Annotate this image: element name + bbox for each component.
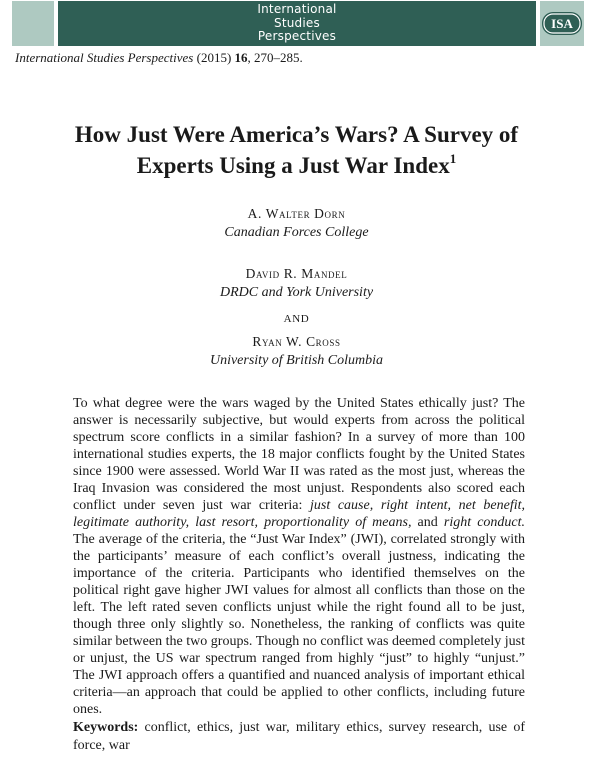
- citation-line: [15, 50, 303, 66]
- abstract-and: and: [411, 515, 444, 530]
- author-name: David R. Mandel: [245, 266, 348, 281]
- abstract-last-criterion: right conduct.: [443, 515, 526, 530]
- title-footnote-marker: 1: [449, 151, 457, 166]
- author-affiliation: University of British Columbia: [209, 353, 384, 368]
- svg-text:ISA: ISA: [551, 16, 573, 31]
- author-affiliation: DRDC and York University: [219, 285, 374, 300]
- abstract-criteria: just cause, right intent, net benefit, legitimate authority, last resort, proportionality of means,: [73, 498, 526, 530]
- keywords-list: conflict, ethics, just war, military ethics, survey research, use of force, war: [73, 720, 525, 753]
- keywords: [73, 719, 525, 755]
- journal-name-banner: [58, 1, 536, 46]
- title-line-2: [0, 150, 593, 181]
- citation-year: (2015): [196, 50, 232, 65]
- author-affiliation: Canadian Forces College: [224, 225, 369, 240]
- keywords-label: Keywords:: [73, 720, 139, 735]
- title-line-1: How Just Were America’s Wars? A Survey of: [74, 122, 519, 147]
- author-block-2: [0, 265, 593, 303]
- abstract: [73, 395, 525, 718]
- and-separator: AND: [283, 313, 310, 325]
- citation-volume: 16: [234, 50, 248, 65]
- journal-name-line: Perspectives: [257, 29, 337, 43]
- author-block-3: [0, 333, 593, 371]
- paper-title: [0, 119, 593, 181]
- author-block-1: [0, 205, 593, 243]
- title-line-2-text: Experts Using a Just War Index: [136, 153, 450, 178]
- author-name: A. Walter Dorn: [247, 206, 346, 221]
- journal-name-line: Studies: [274, 15, 320, 30]
- isa-logo-icon: [540, 1, 584, 46]
- header-color-block: [12, 1, 54, 46]
- citation-journal: International Studies Perspectives: [15, 50, 194, 65]
- abstract-text-continued: The average of the criteria, the “Just War Index” (JWI), correlated strongly with the participants’ measure of each conflict’s overall justness, indicating the importance of the criteria. Participants who identified themselves on the political right gave higher JWI values for almost all conflicts than those on the left. The left rated seven conflicts unjust while the right found all to be just, though three only slightly so. Nonetheless, the ranking of conflicts was quite similar between the two groups. Though no conflict was deemed completely just or unjust, the US war spectrum ranged from highly “just” to highly “unjust.” The JWI approach offers a quantified and nuanced analysis of important ethical criteria—an approach that could be applied to other conflicts, including future ones.: [73, 532, 525, 717]
- isa-logo: [540, 1, 584, 46]
- journal-header: [0, 0, 593, 48]
- abstract-text: To what degree were the wars waged by the United States ethically just? The answer is necessarily subjective, but would experts from across the political spectrum score conflicts in a similar fashion? In a survey of more than 100 international studies experts, the 18 major conflicts fought by the United States since 1900 were assessed. World War II was rated as the most just, whereas the Iraq Invasion was considered the most unjust. Respondents also scored each conflict under seven just war criteria:: [73, 396, 525, 513]
- author-name: Ryan W. Cross: [252, 334, 341, 349]
- journal-name-line: International: [257, 2, 337, 16]
- citation-pages: , 270–285.: [247, 50, 303, 65]
